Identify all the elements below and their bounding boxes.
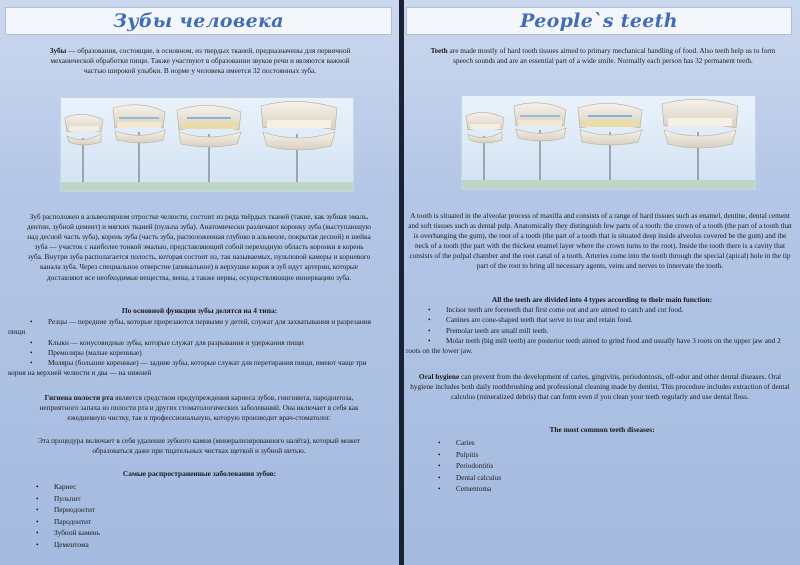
list-item: • Моляры (большие коренные) — задние зубы, которые служат для перетирания пищи, имеют чаще три корня на верхней челюсти и два — на нижней — [8, 358, 378, 379]
list-item: • Dental calculus — [416, 472, 716, 484]
left-hygiene-text: является средством предупреждения кариеса зубов, гингивита, пародонтоза, неприятного запаха из полости рта и других стоматологических заболеваний. Она включает в себя как ежедневную чистку, так и профессиональную, которую производит врач-стоматолог. — [39, 393, 359, 423]
right-hygiene-text: can prevent from the development of caries, gingivitis, periodontosis, off-odor and other dental diseases. Oral hygiene includes both daily toothbrushing and professional cleaning made by dentist. This procedure includes extraction of dental calculus (mineralized debris) that can form even if you clean your teeth regularly and use dental floss. — [410, 372, 790, 402]
list-item: • Periodontitis — [416, 460, 716, 472]
right-hygiene-term: Oral hygiene — [418, 372, 460, 381]
left-anatomy-paragraph: Зуб расположен в альвеолярном отростке челюсти, состоит из ряда твёрдых тканей (такие, как зубная эмаль, дентин, зубной цемент) и мягких тканей (пульпа зуба). Анатомически различают коронку зуба (выступающую над десной часть зуба), корень зуба (часть зуба, расположенная глубоко в альвеоле, покрытая десной) и шейка зуба — участок с наиболее тонкой эмалью, представляющий собой переходную область коронки в корень зуба. Внутри зуба располагается полость, которая состоит из, так называемых, пульповой камеры и корневого канала зуба. Через специальное отверстие (апикальное) в верхушке корня в зуб идут артерии, которые доставляют все необходимые вещества, вены, а также нервы, осуществляющие иннервацию зуба. — [26, 212, 371, 282]
list-item: • Canines are cone-shaped teeth that serve to tear and retain food. — [406, 315, 792, 325]
left-intro-paragraph — [40, 46, 360, 76]
right-page — [404, 0, 800, 565]
list-item: • Резцы — передние зубы, которые прорезаются первыми у детей, служат для захватывания и разрезания пищи — [8, 317, 378, 338]
left-page-title: Зубы человека — [5, 7, 392, 35]
left-diseases-list — [14, 481, 314, 551]
list-item: • Клыки — конусовидные зубы, которые служат для разрывания и удержания пищи — [8, 338, 378, 348]
right-intro-term: Teeth — [430, 46, 448, 55]
list-item: • Cementoma — [416, 483, 716, 495]
right-hygiene-paragraph — [408, 372, 792, 402]
right-diseases-heading: The most common teeth diseases: — [549, 425, 655, 434]
list-item: • Пульпит — [14, 493, 314, 505]
right-types-heading: All the teeth are divided into 4 types according to their main function: — [491, 295, 713, 304]
list-item: • Премоляры (малые коренные) — [8, 348, 378, 358]
right-anatomy-paragraph: A tooth is situated in the alveolar process of maxilla and consists of a range of hard tissues such as enamel, dentine, dental cement and soft tissues such as dental pulp. Anatomically they distinguish few parts of a tooth: the crown of a tooth (the part of a tooth that is overhanging the gum), the root of a tooth (the part of a tooth that is situated deep inside alveolus covered be the gum) and the neck of a tooth (the part with the thickest enamel layer where the crown turns to the root). Inside the tooth there is a cavity that consists of the pulpal chamber and the root canal of a tooth. Arteries come into the tooth through the special (apical) hole in the tip part of the root to bring all necessary agents, veins and nerves to innervate the tooth. — [408, 211, 792, 271]
list-item: • Pulpitis — [416, 449, 716, 461]
right-intro-text: are made mostly of hard tooth tissues aimed to primary mechanical handling of food. Also teeth help us to form speech sounds and are an essential part of a wide smile. Normally each person has 32 permanent teeth. — [447, 46, 776, 66]
right-diseases-list — [416, 437, 716, 495]
right-jaw-models-photo — [461, 95, 756, 190]
left-jaw-models-photo — [60, 97, 354, 192]
left-page — [0, 0, 399, 565]
list-item: • Периодонтит — [14, 504, 314, 516]
list-item: • Цементома — [14, 539, 314, 551]
list-item: • Кариес — [14, 481, 314, 493]
list-item: • Зубной камень — [14, 527, 314, 539]
right-types-list — [406, 305, 792, 356]
left-functions-heading: По основной функции зубы делятся на 4 типа: — [121, 306, 278, 315]
left-diseases-heading: Самые распространенные заболевания зубов: — [122, 469, 277, 478]
right-intro-paragraph — [430, 46, 776, 66]
right-page-title: People`s teeth — [406, 7, 792, 35]
list-item: • Caries — [416, 437, 716, 449]
left-intro-text: — образования, состоящие, в основном, из твердых тканей, предназначены для первичной механической обработки пищи. Также участвуют в образовании звуков речи и являются важной частью широкой улыбки. В норме у человека имеется 32 постоянных зуба. — [50, 46, 351, 76]
left-intro-term: Зубы — [49, 46, 67, 55]
left-functions-list — [8, 317, 378, 379]
left-hygiene-paragraph — [26, 393, 372, 423]
list-item: • Incisor teeth are foreteeth that first come out and are aimed to catch and cut food. — [406, 305, 792, 315]
jaw-models-illustration — [462, 96, 755, 189]
jaw-models-illustration — [61, 98, 353, 191]
list-item: • Premolar teeth are small mill teeth. — [406, 326, 792, 336]
list-item: • Пародонтит — [14, 516, 314, 528]
list-item: • Molar teeth (big mill teeth) are posterior teeth aimed to grind food and usually have 3 roots on the upper jaw and 2 roots on the lower jaw. — [406, 336, 792, 357]
left-hygiene-term: Гигиена полости рта — [44, 393, 114, 402]
left-hygiene-paragraph-2: Эта процедура включает в себя удаление зубного камня (минерализированного налёта), который может образоваться даже при тщательных чистках щеткой и зубной нитью. — [37, 436, 361, 456]
